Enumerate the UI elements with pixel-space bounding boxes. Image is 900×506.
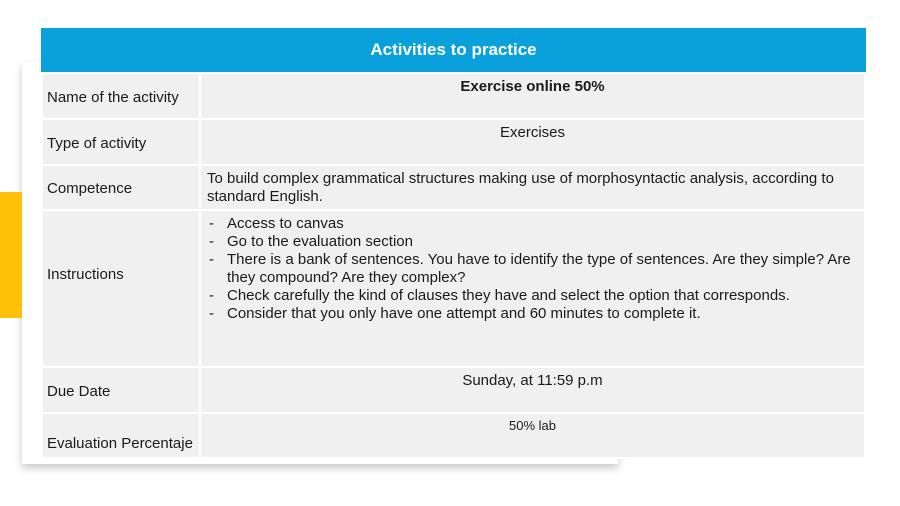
activity-details-table: [41, 72, 866, 459]
table-row: [42, 367, 865, 413]
due-date-value: Sunday, at 11:59 p.m: [200, 367, 865, 413]
instruction-item: - Consider that you only have one attempt and 60 minutes to complete it.: [207, 305, 858, 323]
activity-name-value: Exercise online 50%: [200, 73, 865, 119]
instruction-item: - Access to canvas: [207, 215, 858, 233]
instructions-list: [207, 215, 858, 323]
row-label-evaluation: Evaluation Percentaje: [42, 413, 200, 458]
table-row: [42, 119, 865, 165]
table-title: Activities to practice: [41, 28, 866, 72]
table-row: [42, 73, 865, 119]
table-row: [42, 165, 865, 210]
instruction-item: - Check carefully the kind of clauses they have and select the option that corresponds.: [207, 287, 858, 305]
instructions-value: [200, 210, 865, 367]
evaluation-value: 50% lab: [200, 413, 865, 458]
row-label-competence: Competence: [42, 165, 200, 210]
row-label-name: Name of the activity: [42, 73, 200, 119]
row-label-type: Type of activity: [42, 119, 200, 165]
table-row: [42, 413, 865, 458]
instruction-item: - There is a bank of sentences. You have to identify the type of sentences. Are they simple? Are they compound? Are they complex?: [207, 251, 858, 287]
activities-table: [41, 28, 866, 459]
row-label-due-date: Due Date: [42, 367, 200, 413]
accent-bar: [0, 192, 22, 318]
activity-type-value: Exercises: [200, 119, 865, 165]
table-row: [42, 210, 865, 367]
instruction-item: - Go to the evaluation section: [207, 233, 858, 251]
competence-value: To build complex grammatical structures making use of morphosyntactic analysis, according to standard English.: [200, 165, 865, 210]
row-label-instructions: Instructions: [42, 210, 200, 367]
